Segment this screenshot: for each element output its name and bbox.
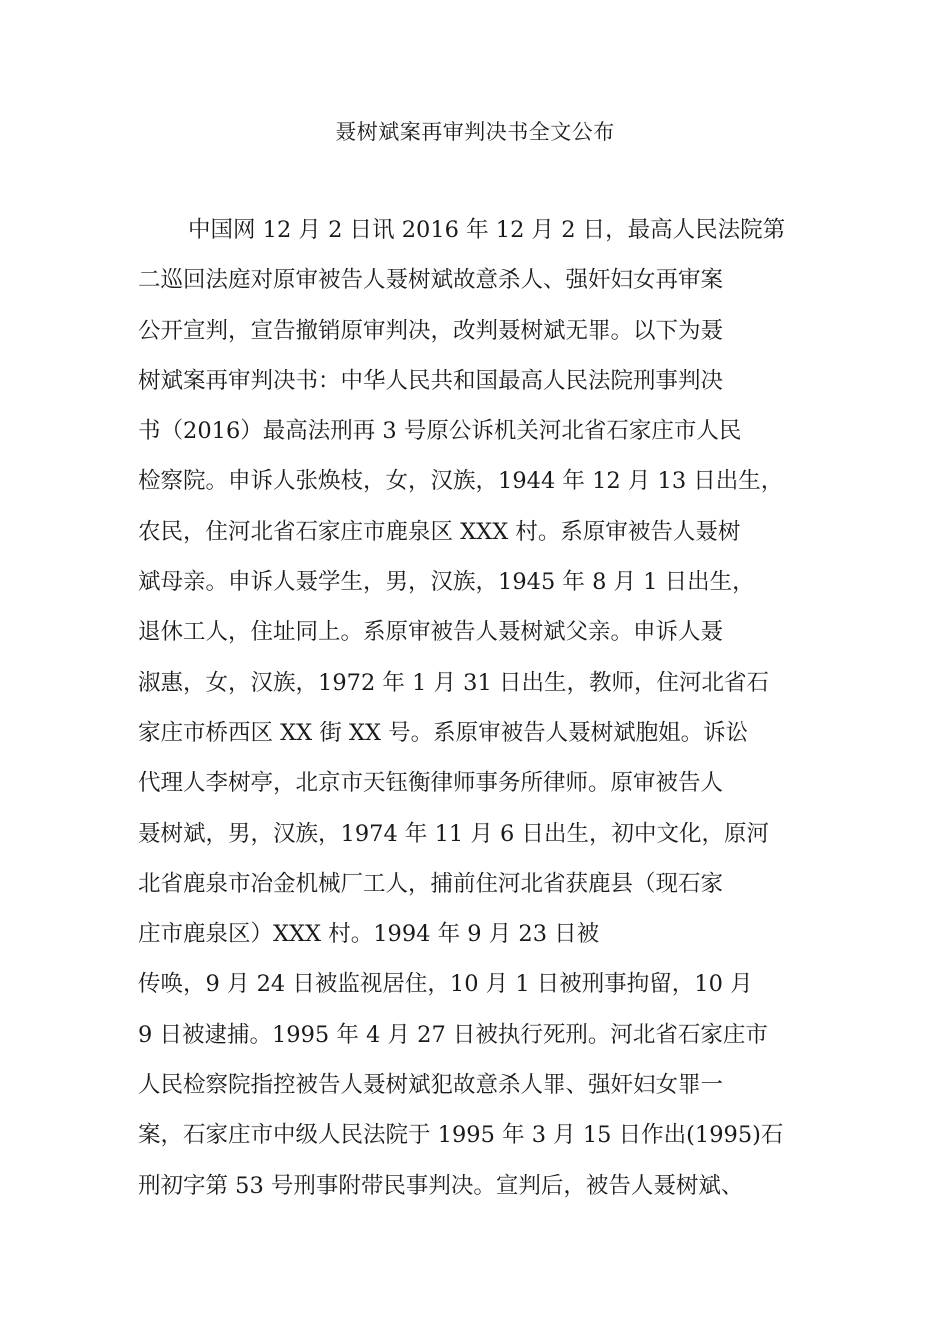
body-line: 庄市鹿泉区）XXX 村。1994 年 9 月 23 日被	[138, 921, 600, 948]
body-line: 刑初字第 53 号刑事附带民事判决。宣判后，被告人聂树斌、	[138, 1172, 744, 1199]
body-line: 淑惠，女，汉族，1972 年 1 月 31 日出生，教师，住河北省石	[138, 669, 769, 696]
body-line: 中国网 12 月 2 日讯 2016 年 12 月 2 日，最高人民法院第	[188, 217, 786, 243]
body-line: 二巡回法庭对原审被告人聂树斌故意杀人、强奸妇女再审案	[138, 267, 724, 294]
body-line: 代理人李树亭，北京市天钰衡律师事务所律师。原审被告人	[138, 770, 724, 797]
body-line: 北省鹿泉市冶金机械厂工人，捕前住河北省获鹿县（现石家	[138, 870, 724, 897]
body-line: 案，石家庄市中级人民法院于 1995 年 3 月 15 日作出(1995)石	[138, 1122, 784, 1149]
body-line: 退休工人，住址同上。系原审被告人聂树斌父亲。申诉人聂	[138, 619, 724, 646]
body-line: 农民，住河北省石家庄市鹿泉区 XXX 村。系原审被告人聂树	[138, 518, 741, 545]
body-line: 书（2016）最高法刑再 3 号原公诉机关河北省石家庄市人民	[138, 418, 742, 445]
body-line: 人民检察院指控被告人聂树斌犯故意杀人罪、强奸妇女罪一	[138, 1072, 724, 1099]
body-line: 检察院。申诉人张焕枝，女，汉族，1944 年 12 月 13 日出生，	[138, 468, 784, 495]
body-line: 9 日被逮捕。1995 年 4 月 27 日被执行死刑。河北省石家庄市	[138, 1021, 768, 1048]
body-line: 树斌案再审判决书：中华人民共和国最高人民法院刑事判决	[138, 367, 724, 394]
document-title: 聂树斌案再审判决书全文公布	[335, 120, 615, 144]
body-line: 家庄市桥西区 XX 街 XX 号。系原审被告人聂树斌胞姐。诉讼	[138, 719, 749, 746]
body-line: 公开宣判，宣告撤销原审判决，改判聂树斌无罪。以下为聂	[138, 317, 724, 344]
document-body	[138, 205, 828, 1211]
body-line: 传唤，9 月 24 日被监视居住，10 月 1 日被刑事拘留，10 月	[138, 971, 753, 998]
body-line: 斌母亲。申诉人聂学生，男，汉族，1945 年 8 月 1 日出生，	[138, 569, 755, 596]
body-line: 聂树斌，男，汉族，1974 年 11 月 6 日出生，初中文化，原河	[138, 820, 769, 847]
